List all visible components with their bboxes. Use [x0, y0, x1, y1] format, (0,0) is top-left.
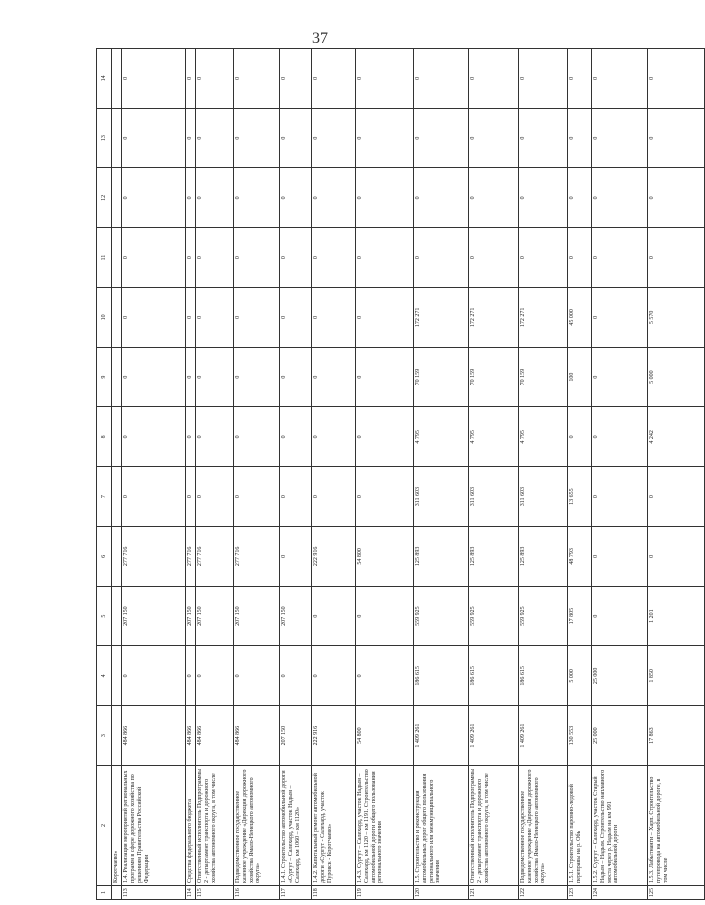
- value-cell: 207 150: [279, 586, 311, 646]
- value-cell: 0: [468, 228, 518, 288]
- table-row: [567, 49, 591, 900]
- value-cell: 1 409 261: [468, 706, 518, 766]
- value-cell: 0: [647, 527, 704, 587]
- value-cell: 17 805: [567, 586, 591, 646]
- table-row: [468, 49, 518, 900]
- value-cell: 0: [591, 49, 647, 109]
- table-row: [518, 49, 567, 900]
- value-cell: 0: [311, 347, 355, 407]
- value-cell: 0: [591, 288, 647, 348]
- value-cell: 0: [413, 168, 468, 228]
- row-label-cell: 1.4.2. Капитальный ремонт автомобильной дороги «Сургут - Салехард, участок Пуровск - Коротчаево»: [311, 766, 355, 886]
- value-cell: 130 553: [567, 706, 591, 766]
- value-cell: 0: [591, 347, 647, 407]
- table-row: [121, 49, 185, 900]
- value-cell: 0: [185, 467, 195, 527]
- value-cell: 0: [311, 108, 355, 168]
- value-cell: 0: [233, 168, 279, 228]
- value-cell: 125 893: [518, 527, 567, 587]
- row-label-cell: Ответственный исполнитель Подпрограммы 2 - департамент транспорта и дорожного хозяйства автономного округа, в том числе: [195, 766, 233, 886]
- value-cell: 0: [279, 467, 311, 527]
- value-cell: 0: [185, 407, 195, 467]
- header-row: [97, 49, 112, 900]
- value-cell: 0: [185, 108, 195, 168]
- value-cell: 70 159: [518, 347, 567, 407]
- row-label-cell: Ответственный исполнитель Подпрограммы 2 - департамент транспорта и дорожного хозяйства автономного округа, в том числе: [468, 766, 518, 886]
- row-label-cell: Средства федерального бюджета: [185, 766, 195, 886]
- value-cell: 5 570: [647, 288, 704, 348]
- value-cell: 125 893: [468, 527, 518, 587]
- value-cell: 0: [413, 49, 468, 109]
- value-cell: 0: [413, 228, 468, 288]
- value-cell: 0: [647, 467, 704, 527]
- row-number-cell: 120: [413, 886, 468, 900]
- value-cell: 559 925: [413, 586, 468, 646]
- value-cell: 277 716: [185, 527, 195, 587]
- value-cell: 0: [185, 646, 195, 706]
- value-cell: 0: [518, 168, 567, 228]
- value-cell: [112, 288, 122, 348]
- row-number-cell: 125: [647, 886, 704, 900]
- value-cell: 0: [355, 467, 413, 527]
- value-cell: 0: [355, 288, 413, 348]
- value-cell: [112, 467, 122, 527]
- value-cell: 48 793: [567, 527, 591, 587]
- value-cell: 125 893: [413, 527, 468, 587]
- column-header: 10: [97, 288, 112, 348]
- value-cell: [112, 586, 122, 646]
- value-cell: 0: [567, 49, 591, 109]
- value-cell: 70 159: [413, 347, 468, 407]
- value-cell: 0: [233, 347, 279, 407]
- value-cell: 1 409 261: [413, 706, 468, 766]
- value-cell: 0: [591, 467, 647, 527]
- row-label-cell: 1.5. Строительство и реконструкция автомобильных дорог общего пользования регионального или межмуниципального значения: [413, 766, 468, 886]
- value-cell: 0: [279, 108, 311, 168]
- value-cell: 277 716: [233, 527, 279, 587]
- value-cell: 0: [279, 168, 311, 228]
- value-cell: 0: [195, 108, 233, 168]
- value-cell: 0: [233, 646, 279, 706]
- budget-table: [96, 48, 705, 900]
- value-cell: 0: [121, 228, 185, 288]
- row-label-cell: 1.5.2. Сургут – Салехард, участок Старый Надым – Надым. Строительство наплавного моста через р. Надым на км 991 автомобильной дороги: [591, 766, 647, 886]
- value-cell: 0: [121, 646, 185, 706]
- value-cell: 0: [355, 168, 413, 228]
- value-cell: 0: [591, 407, 647, 467]
- value-cell: 0: [355, 108, 413, 168]
- row-label-cell: Подведомственное государственное казенное учреждение «Дирекция дорожного хозяйства Ямало-Ненецкого автономного округа»: [518, 766, 567, 886]
- table-row: [195, 49, 233, 900]
- value-cell: 4 795: [413, 407, 468, 467]
- value-cell: 0: [195, 347, 233, 407]
- value-cell: 484 866: [233, 706, 279, 766]
- value-cell: 0: [279, 527, 311, 587]
- value-cell: 0: [233, 228, 279, 288]
- value-cell: 5 000: [647, 347, 704, 407]
- value-cell: 0: [647, 108, 704, 168]
- value-cell: 0: [647, 168, 704, 228]
- row-number-cell: [112, 886, 122, 900]
- column-header: 8: [97, 407, 112, 467]
- value-cell: 0: [311, 586, 355, 646]
- value-cell: 0: [185, 288, 195, 348]
- value-cell: 0: [121, 168, 185, 228]
- value-cell: 4 795: [518, 407, 567, 467]
- value-cell: 0: [279, 288, 311, 348]
- value-cell: 0: [311, 49, 355, 109]
- value-cell: 0: [121, 467, 185, 527]
- value-cell: 0: [121, 49, 185, 109]
- value-cell: [112, 228, 122, 288]
- row-number-cell: 118: [311, 886, 355, 900]
- value-cell: 0: [233, 407, 279, 467]
- value-cell: 0: [355, 407, 413, 467]
- value-cell: 0: [195, 407, 233, 467]
- value-cell: [112, 646, 122, 706]
- row-label-cell: 1.4.1. Строительство автомобильной дороги «Сургут – Салехард, участок Надым – Салехард, км 1060 – км 1120»: [279, 766, 311, 886]
- value-cell: 0: [195, 228, 233, 288]
- row-number-cell: 122: [518, 886, 567, 900]
- row-label-cell: Подведомственное государственное казенное учреждение «Дирекция дорожного хозяйства Ямало-Ненецкого автономного округа»: [233, 766, 279, 886]
- value-cell: 0: [279, 407, 311, 467]
- value-cell: 0: [647, 49, 704, 109]
- value-cell: 100: [567, 347, 591, 407]
- value-cell: 186 615: [413, 646, 468, 706]
- value-cell: 484 866: [121, 706, 185, 766]
- value-cell: 0: [591, 586, 647, 646]
- value-cell: 207 150: [121, 586, 185, 646]
- value-cell: 25 000: [591, 706, 647, 766]
- value-cell: 0: [121, 288, 185, 348]
- row-label-cell: 1.4.3. Сургут – Салехард, участок Надым – Салехард, км 1120 – км 1191. Строительство автомобильной дороги общего пользования регионального значения: [355, 766, 413, 886]
- value-cell: 0: [518, 228, 567, 288]
- value-cell: 1 850: [647, 646, 704, 706]
- row-number-cell: 113: [121, 886, 185, 900]
- value-cell: 17 863: [647, 706, 704, 766]
- value-cell: 0: [647, 228, 704, 288]
- value-cell: 0: [233, 288, 279, 348]
- value-cell: 1 409 261: [518, 706, 567, 766]
- value-cell: 484 866: [185, 706, 195, 766]
- column-header: 1: [97, 886, 112, 900]
- value-cell: 0: [311, 646, 355, 706]
- value-cell: 45 000: [567, 288, 591, 348]
- value-cell: 311 603: [413, 467, 468, 527]
- value-cell: 4 795: [468, 407, 518, 467]
- value-cell: 0: [121, 347, 185, 407]
- column-header: 7: [97, 467, 112, 527]
- value-cell: 0: [195, 467, 233, 527]
- value-cell: 0: [185, 168, 195, 228]
- value-cell: [112, 407, 122, 467]
- value-cell: 4 242: [647, 407, 704, 467]
- column-header: 14: [97, 49, 112, 109]
- value-cell: [112, 527, 122, 587]
- value-cell: 0: [591, 527, 647, 587]
- value-cell: 0: [195, 288, 233, 348]
- value-cell: 207 150: [195, 586, 233, 646]
- value-cell: 0: [311, 168, 355, 228]
- value-cell: 172 271: [413, 288, 468, 348]
- value-cell: 0: [468, 49, 518, 109]
- value-cell: 0: [567, 108, 591, 168]
- value-cell: 0: [355, 347, 413, 407]
- table-row: [413, 49, 468, 900]
- value-cell: [112, 168, 122, 228]
- value-cell: 0: [311, 228, 355, 288]
- table-row: [355, 49, 413, 900]
- value-cell: 186 615: [518, 646, 567, 706]
- column-header: 4: [97, 646, 112, 706]
- table-row: [311, 49, 355, 900]
- value-cell: 311 603: [518, 467, 567, 527]
- value-cell: 559 925: [518, 586, 567, 646]
- value-cell: 277 716: [195, 527, 233, 587]
- column-header: 13: [97, 108, 112, 168]
- value-cell: 0: [185, 347, 195, 407]
- column-header: 2: [97, 766, 112, 886]
- row-number-cell: 114: [185, 886, 195, 900]
- continuation-row: [112, 49, 122, 900]
- value-cell: 0: [355, 228, 413, 288]
- table-row: [647, 49, 704, 900]
- value-cell: 0: [591, 108, 647, 168]
- value-cell: [112, 108, 122, 168]
- value-cell: 0: [185, 228, 195, 288]
- value-cell: [112, 347, 122, 407]
- value-cell: 277 716: [121, 527, 185, 587]
- value-cell: 54 800: [355, 706, 413, 766]
- value-cell: 0: [279, 49, 311, 109]
- row-label-cell: 1.5.3. Лабытнанги – Харп. Строительство путепровода на автомобильной дороге, в том числе: [647, 766, 704, 886]
- value-cell: 0: [355, 586, 413, 646]
- value-cell: 0: [121, 407, 185, 467]
- rotated-table-container: [96, 48, 669, 900]
- value-cell: 0: [233, 49, 279, 109]
- row-number-cell: 117: [279, 886, 311, 900]
- value-cell: 0: [591, 168, 647, 228]
- value-cell: 0: [233, 467, 279, 527]
- row-number-cell: 115: [195, 886, 233, 900]
- value-cell: [112, 706, 122, 766]
- value-cell: 0: [279, 347, 311, 407]
- value-cell: 0: [195, 646, 233, 706]
- column-header: 5: [97, 586, 112, 646]
- table-row: [185, 49, 195, 900]
- table-row: [591, 49, 647, 900]
- value-cell: 0: [195, 168, 233, 228]
- row-number-cell: 116: [233, 886, 279, 900]
- value-cell: 186 615: [468, 646, 518, 706]
- value-cell: 0: [355, 646, 413, 706]
- value-cell: 0: [518, 108, 567, 168]
- row-number-cell: 119: [355, 886, 413, 900]
- value-cell: 0: [591, 228, 647, 288]
- row-label-cell: 1.5.1. Строительство паромно-ледовой переправы на р. Обь: [567, 766, 591, 886]
- value-cell: 222 916: [311, 527, 355, 587]
- row-number-cell: 123: [567, 886, 591, 900]
- value-cell: 0: [233, 108, 279, 168]
- value-cell: 559 925: [468, 586, 518, 646]
- page-number: 37: [312, 30, 328, 47]
- value-cell: 0: [195, 49, 233, 109]
- value-cell: 0: [121, 108, 185, 168]
- row-number-cell: 121: [468, 886, 518, 900]
- value-cell: 0: [311, 407, 355, 467]
- value-cell: 172 271: [518, 288, 567, 348]
- value-cell: 25 000: [591, 646, 647, 706]
- value-cell: 172 271: [468, 288, 518, 348]
- row-number-cell: 124: [591, 886, 647, 900]
- column-header: 12: [97, 168, 112, 228]
- row-label-cell: Коротчаево»: [112, 766, 122, 886]
- value-cell: 0: [567, 168, 591, 228]
- budget-table-body: [97, 49, 705, 900]
- value-cell: 207 150: [233, 586, 279, 646]
- value-cell: 0: [413, 108, 468, 168]
- value-cell: 0: [311, 288, 355, 348]
- value-cell: 0: [311, 467, 355, 527]
- value-cell: 0: [468, 168, 518, 228]
- column-header: 9: [97, 347, 112, 407]
- value-cell: 1 201: [647, 586, 704, 646]
- value-cell: 207 150: [185, 586, 195, 646]
- value-cell: 5 000: [567, 646, 591, 706]
- value-cell: 0: [355, 49, 413, 109]
- value-cell: 311 603: [468, 467, 518, 527]
- value-cell: 54 800: [355, 527, 413, 587]
- column-header: 6: [97, 527, 112, 587]
- column-header: 3: [97, 706, 112, 766]
- table-row: [279, 49, 311, 900]
- value-cell: 0: [567, 228, 591, 288]
- value-cell: 0: [468, 108, 518, 168]
- value-cell: 70 159: [468, 347, 518, 407]
- value-cell: 0: [518, 49, 567, 109]
- value-cell: 207 150: [279, 706, 311, 766]
- value-cell: 222 916: [311, 706, 355, 766]
- column-header: 11: [97, 228, 112, 288]
- value-cell: 0: [567, 407, 591, 467]
- table-row: [233, 49, 279, 900]
- value-cell: 13 655: [567, 467, 591, 527]
- row-label-cell: 1.4. Реализация мероприятий региональных программ в сфере дорожного хозяйства по решениям Правительства Российской Федерации: [121, 766, 185, 886]
- value-cell: 0: [279, 228, 311, 288]
- value-cell: 0: [185, 49, 195, 109]
- value-cell: 484 866: [195, 706, 233, 766]
- value-cell: [112, 49, 122, 109]
- value-cell: 0: [279, 646, 311, 706]
